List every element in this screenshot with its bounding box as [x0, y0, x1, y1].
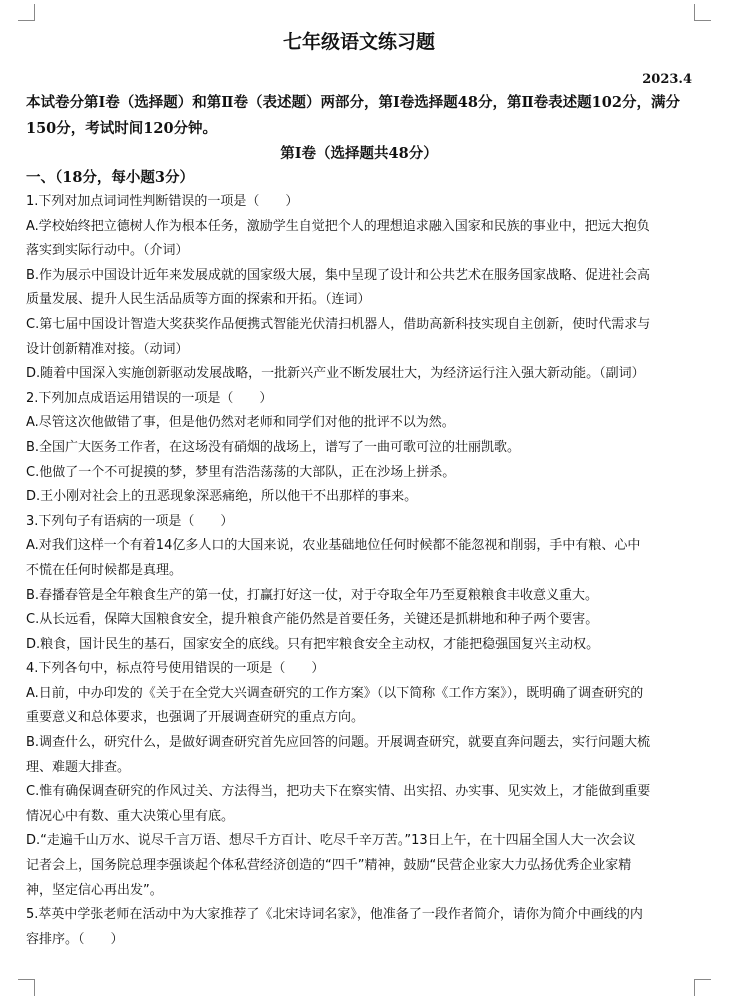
option-c-line-2: 情况心中有数、重大决策心里有底。 — [26, 808, 235, 824]
option-a-line-1: A.日前，中办印发的《关于在全党大兴调查研究的工作方案》（以下简称《工作方案》），既明确了调查研究的 — [26, 685, 644, 701]
option-c-line-1: C.惟有确保调查研究的作风过关、方法得当，把功夫下在察实情、出实招、办实事、见实效上，才能做到重要 — [26, 784, 651, 800]
option-b-line-1: B.调查什么，研究什么，是做好调查研究首先应回答的问题。开展调查研究，就要直奔问题去，实行问题大梳 — [26, 735, 651, 751]
question-stem: 3.下列句子有语病的一项是（ ） — [26, 513, 234, 529]
option-b-line-2: 理、难题大排查。 — [26, 759, 131, 775]
exam-intro: 本试卷分第Ⅰ卷（选择题）和第Ⅱ卷（表述题）两部分，第Ⅰ卷选择题48分，第Ⅱ卷表述题102分，满分150分，考试时间120分钟。 — [26, 94, 680, 137]
page-title: 七年级语文练习题 — [282, 31, 435, 53]
option-d: D.粮食，国计民生的基石，国家安全的底线。只有把牢粮食安全主动权，才能把稳强国复兴主动权。 — [26, 636, 600, 652]
document-page — [26, 26, 692, 952]
option-a-line-1: A.学校始终把立德树人作为根本任务，激励学生自觉把个人的理想追求融入国家和民族的事业中，把远大抱负 — [26, 218, 650, 234]
corner-mark-bottom-left — [18, 979, 35, 996]
option-a-line-1: A.对我们这样一个有着14亿多人口的大国来说，农业基础地位任何时候都不能忽视和削弱，手中有粮、心中 — [26, 538, 641, 554]
option-c: C.从长远看，保障大国粮食安全，提升粮食产能仍然是首要任务，关键还是抓耕地和种子两个要害。 — [26, 612, 599, 628]
option-d-line-1: D.“走遍千山万水、说尽千言万语、想尽千方百计、吃尽千辛万苦。”13日上午，在十四届全国人大一次会议 — [26, 833, 636, 849]
question-stem: 4.下列各句中，标点符号使用错误的一项是（ ） — [26, 661, 325, 677]
option-c: C.他做了一个不可捉摸的梦，梦里有浩浩荡荡的大部队，正在沙场上拼杀。 — [26, 464, 456, 480]
question-4 — [26, 657, 692, 903]
option-d-line-3: 神，坚定信心再出发”。 — [26, 882, 163, 898]
question-stem-line-1: 5.萃英中学张老师在活动中为大家推荐了《北宋诗词名家》，他准备了一段作者简介，请你为简介中画线的内 — [26, 907, 643, 923]
option-c-line-2: 设计创新精准对接。（动词） — [26, 341, 189, 357]
option-b: B.春播春管是全年粮食生产的第一仗，打赢打好这一仗，对于夺取全年乃至夏粮粮食丰收意义重大。 — [26, 587, 599, 603]
option-b-line-2: 质量发展、提升人民生活品质等方面的探索和开拓。（连词） — [26, 292, 371, 308]
option-d-line-1: D.随着中国深入实施创新驱动发展战略，一批新兴产业不断发展壮大，为经济运行注入强大新动能。（副词） — [26, 366, 645, 382]
option-b-line-1: B.作为展示中国设计近年来发展成就的国家级大展，集中呈现了设计和公共艺术在服务国家战略、促进社会高 — [26, 267, 651, 283]
question-5 — [26, 903, 692, 952]
option-a: A.尽管这次他做错了事，但是他仍然对老师和同学们对他的批评不以为然。 — [26, 415, 455, 431]
exam-date: 2023.4 — [642, 72, 692, 87]
corner-mark-top-left — [18, 4, 35, 21]
question-2 — [26, 387, 692, 510]
section-one-heading: 一、（18分，每小题3分） — [26, 169, 195, 186]
option-a-line-2: 不慌在任何时候都是真理。 — [26, 562, 183, 578]
option-c-line-1: C.第七届中国设计智造大奖获奖作品便携式智能光伏清扫机器人，借助高新科技实现自主创新，使时代需求与 — [26, 316, 651, 332]
option-d: D.王小刚对社会上的丑恶现象深恶痛绝，所以他干不出那样的事来。 — [26, 489, 418, 505]
question-stem: 1.下列对加点词词性判断错误的一项是（ ） — [26, 194, 299, 209]
question-stem-line-2: 容排序。（ ） — [26, 931, 124, 947]
option-d-line-2: 记者会上，国务院总理李强谈起个体私营经济创造的“四千”精神，鼓励“民营企业家大力弘扬优秀企业家精 — [26, 858, 632, 874]
corner-mark-top-right — [694, 4, 711, 21]
question-stem: 2.下列加点成语运用错误的一项是（ ） — [26, 390, 273, 406]
option-a-line-2: 重要意义和总体要求，也强调了开展调查研究的重点方向。 — [26, 710, 365, 726]
question-1 — [26, 190, 692, 387]
option-b: B.全国广大医务工作者，在这场没有硝烟的战场上，谱写了一曲可歌可泣的壮丽凯歌。 — [26, 439, 521, 455]
part-one-heading: 第Ⅰ卷（选择题共48分） — [280, 145, 438, 162]
corner-mark-bottom-right — [694, 979, 711, 996]
option-a-line-2: 落实到实际行动中。（介词） — [26, 243, 189, 259]
question-3 — [26, 510, 692, 658]
